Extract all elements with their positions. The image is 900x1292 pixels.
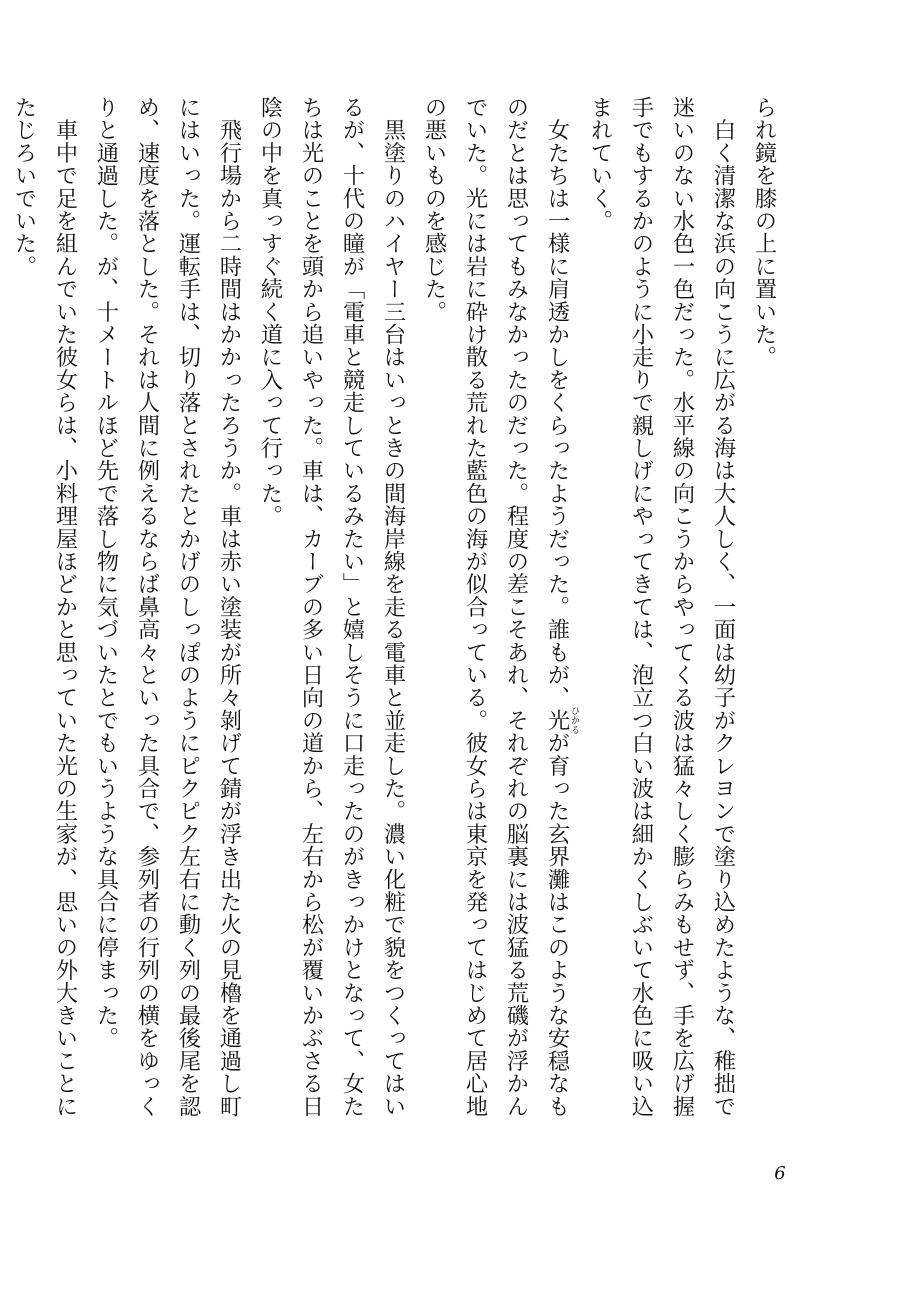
text-line [0,96,3,1156]
text-line: 迷いのない水色一色だった。水平線の向こうからやってくる波は猛々しく膨らみもせず、手を広げ握 [669,96,695,1118]
page-number: 6 [774,1163,786,1184]
text-line: 黒塗りのハイヤー三台はいっときの間海岸線を走る電車と並走した。濃い化粧で貌をつくってはい [380,96,406,1118]
text-line: 車中で足を組んでいた彼女らは、小料理屋ほどかと思っていた光の生家が、思いの外大きいことに [52,96,78,1118]
text-segment: 女たちは一様に肩透かしをくらったようだった。誰もが、 [544,96,570,709]
text-line: られ鏡を膝の上に置いた。 [751,96,777,369]
text-line: まれていく。 [587,96,613,233]
text-line: 手でもするかのように小走りで親しげにやってきては、泡立つ白い波は細かくしぶいて水色に吸い込 [628,96,654,1118]
text-line-with-ruby [536,96,579,1156]
ruby-reading: ひかる [569,706,579,735]
text-line: るが、十代の瞳が「電車と競走しているみたい」と嬉しそうに口走ったのがきっかけとなって、女た [339,96,365,1118]
vertical-text-body [11,96,784,1156]
text-line: のだとは思ってもみなかったのだった。程度の差こそあれ、それぞれの脳裏には波猛る荒磯が浮かん [503,96,529,1118]
ruby-word [544,706,579,735]
text-line: でいた。光には岩に砕け散る荒れた藍色の海が似合っている。彼女らは東京を発ってはじめて居心地 [462,96,488,1118]
text-line: たじろいでいた。 [11,96,37,278]
text-line: りと通過した。が、十メートルほど先で落し物に気づいたとでもいうような具合に停まった。 [93,96,119,1050]
text-line: 陰の中を真っすぐ続く道に入って行った。 [257,96,283,528]
text-line: ちは光のことを頭から追いやった。車は、カーブの多い日向の道から、左右から松が覆いかぶさる日 [298,96,324,1118]
text-line: 白く清潔な浜の向こうに広がる海は大人しく、一面は幼子がクレヨンで塗り込めたような、稚拙で [710,96,736,1118]
text-line: め、速度を落とした。それは人間に例えるならば鼻高々といった具合で、参列者の行列の横をゆっく [134,96,160,1118]
text-line: の悪いものを感じた。 [421,96,447,323]
text-segment: が育った玄界灘はこのような安穏なも [544,731,570,1118]
ruby-base: 光 [544,706,570,735]
text-line: 飛行場から二時間はかかったろうか。車は赤い塗装が所々剝げて錆が浮き出た火の見櫓を通過し町 [216,96,242,1118]
text-line: にはいった。運転手は、切り落とされたとかげのしっぽのようにピクピク左右に動く列の最後尾を認 [175,96,201,1118]
